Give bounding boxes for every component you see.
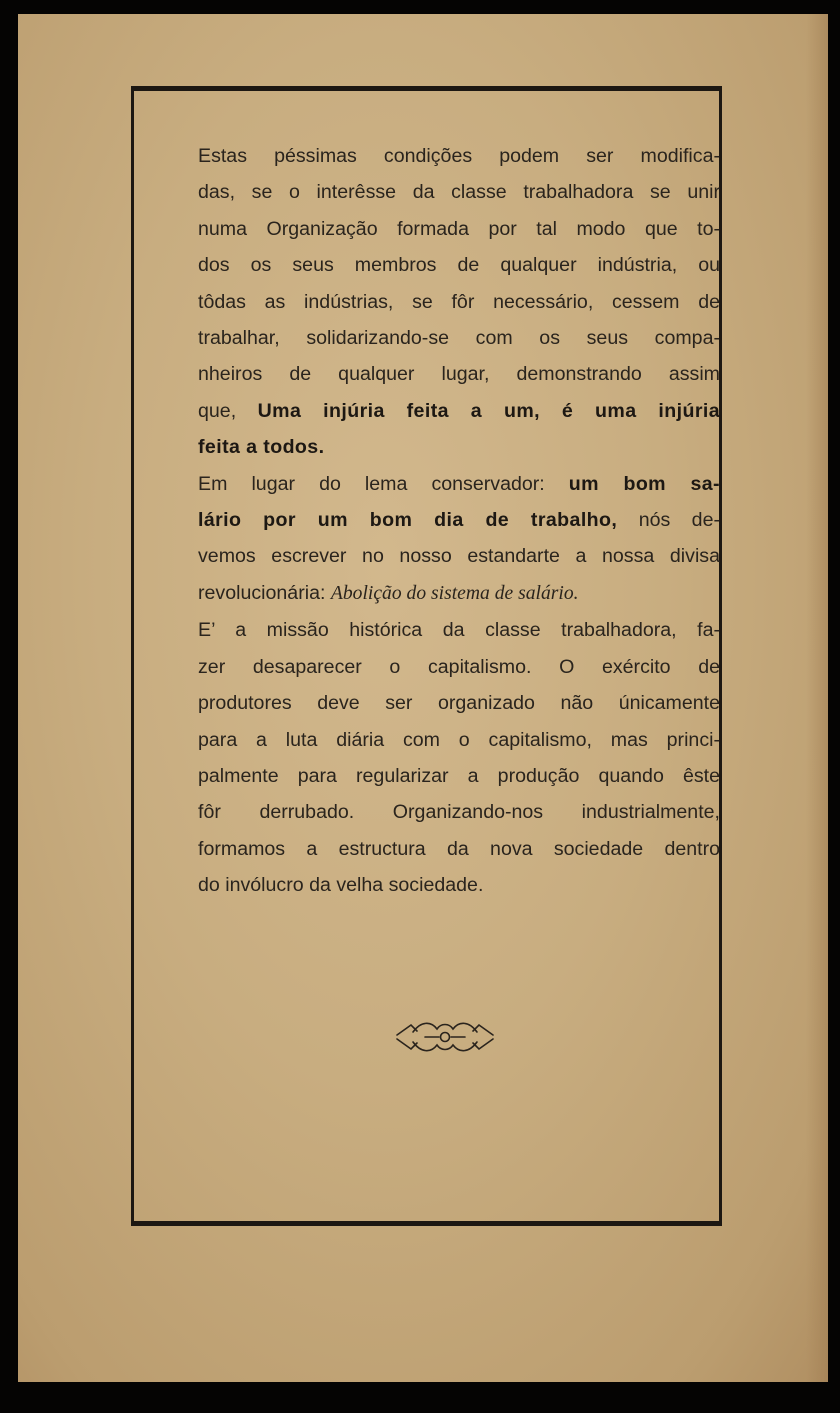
- text-line: formamos a estructura da nova sociedade dentro: [198, 837, 720, 860]
- text-line: tôdas as indústrias, se fôr necessário, cessem de: [198, 290, 720, 313]
- text-line: zer desaparecer o capitalismo. O exército de: [198, 655, 720, 678]
- paragraph-1: [155, 138, 720, 466]
- body-text: [155, 138, 720, 904]
- text-line: [155, 429, 720, 465]
- text-line: [155, 502, 720, 538]
- text-line: [155, 393, 720, 429]
- text-line: [155, 466, 720, 502]
- text-line: dos os seus membros de qualquer indústria, ou: [198, 254, 720, 277]
- page-edge-shading: [806, 14, 828, 1382]
- motto-bold: Uma injúria feita a um, é uma injúria: [257, 399, 720, 422]
- text-line: do invólucro da velha sociedade.: [198, 874, 484, 897]
- text-segment: nós de-: [638, 509, 721, 532]
- text-line: trabalhar, solidarizando-se com os seus compa-: [198, 327, 720, 350]
- paragraph-2: [155, 466, 720, 613]
- text-line: numa Organização formada por tal modo que to-: [198, 217, 720, 240]
- text-segment: revolucionária:: [198, 581, 326, 604]
- paragraph-3: [155, 612, 720, 903]
- text-line: palmente para regularizar a produção quando êste: [198, 764, 720, 787]
- text-line: E’ a missão histórica da classe trabalhadora, fa-: [198, 619, 720, 642]
- slogan-bold: um bom sa-: [568, 472, 720, 495]
- motto-bold: feita a todos.: [198, 436, 325, 459]
- text-line: nheiros de qualquer lugar, demonstrando assim: [198, 363, 720, 386]
- text-segment: que,: [198, 399, 237, 422]
- text-line: [155, 575, 720, 612]
- text-line: Estas péssimas condições podem ser modifica-: [198, 145, 720, 167]
- text-segment: Em lugar do lema conservador:: [198, 472, 545, 495]
- text-line: fôr derrubado. Organizando-nos industrialmente,: [198, 801, 720, 824]
- text-line: produtores deve ser organizado não únicamente: [198, 692, 720, 715]
- revolutionary-motto-italic: Abolição do sistema de salário.: [330, 582, 579, 604]
- slogan-bold: lário por um bom dia de trabalho,: [198, 509, 618, 532]
- text-line: vemos escrever no nosso estandarte a nossa divisa: [198, 545, 720, 568]
- text-line: para a luta diária com o capitalismo, mas princi-: [198, 728, 720, 751]
- text-line: das, se o interêsse da classe trabalhadora se unir: [198, 181, 720, 204]
- decorative-flourish-icon: [395, 1015, 495, 1059]
